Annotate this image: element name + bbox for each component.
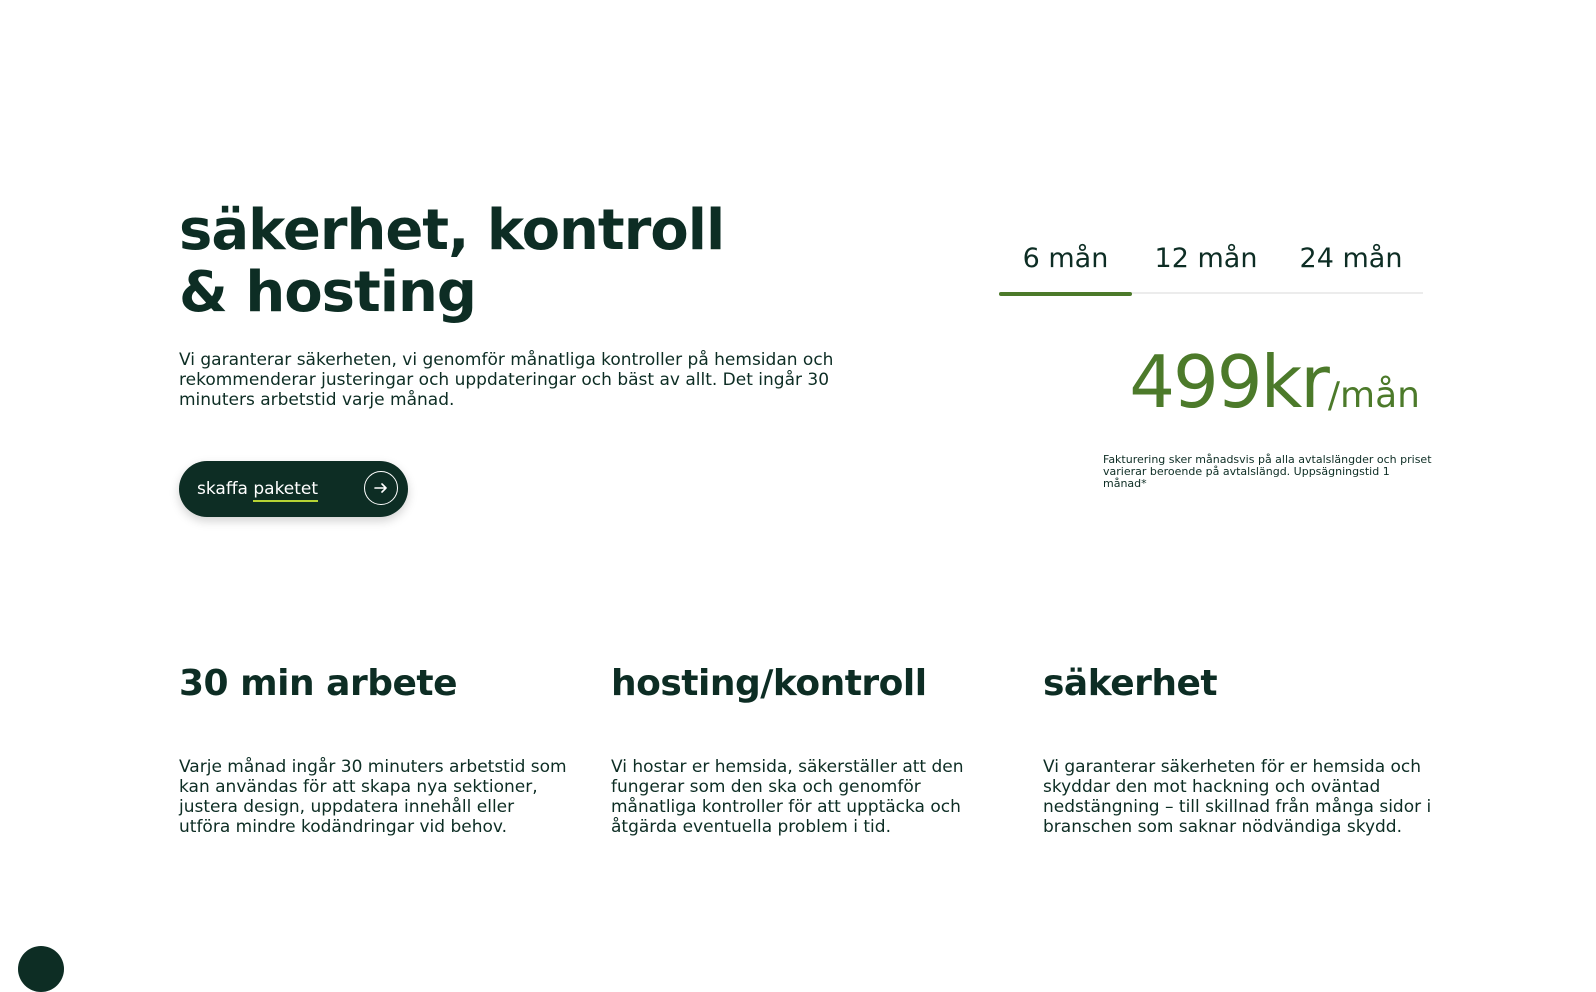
feature-description-hosting: Vi hostar er hemsida, säkerställer att den fungerar som den ska och genomför månatliga kontroller för att upptäcka och åtgärda eventuella problem i tid.: [611, 757, 964, 837]
page-title-line-1: säkerhet, kontroll: [179, 198, 725, 263]
feature-title-work: 30 min arbete: [179, 663, 458, 704]
page-title-line-2: & hosting: [179, 260, 476, 325]
price-unit: /mån: [1327, 375, 1420, 416]
arrow-right-icon: [364, 471, 398, 505]
tab-12-months[interactable]: 12 mån: [1154, 243, 1258, 274]
billing-note: Fakturering sker månadsvis på alla avtalslängder och priset varierar beroende på avtalslängd. Uppsägningstid 1 månad*: [1103, 453, 1432, 490]
feature-title-security: säkerhet: [1043, 663, 1218, 704]
get-package-label: [197, 479, 318, 499]
page-title: [179, 200, 724, 324]
floating-circle-button[interactable]: [18, 946, 64, 992]
feature-title-hosting: hosting/kontroll: [611, 663, 927, 704]
price-display: [1100, 340, 1420, 424]
feature-description-work: Varje månad ingår 30 minuters arbetstid som kan användas för att skapa nya sektioner, justera design, uppdatera innehåll eller utföra mindre kodändringar vid behov.: [179, 757, 567, 837]
feature-description-security: Vi garanterar säkerheten för er hemsida och skyddar den mot hackning och oväntad nedstängning – till skillnad från många sidor i branschen som saknar nödvändiga skydd.: [1043, 757, 1432, 837]
price-amount: 499kr: [1129, 340, 1328, 424]
get-package-label-text: skaffa: [197, 479, 248, 499]
tab-24-months[interactable]: 24 mån: [1299, 243, 1403, 274]
get-package-button[interactable]: [179, 461, 408, 517]
hero-description: Vi garanterar säkerheten, vi genomför månatliga kontroller på hemsidan och rekommenderar justeringar och uppdateringar och bäst av allt. Det ingår 30 minuters arbetstid varje månad.: [179, 350, 834, 410]
duration-tabs: [999, 240, 1423, 294]
get-package-label-underlined: paketet: [253, 479, 318, 502]
tab-6-months[interactable]: 6 mån: [999, 240, 1132, 294]
